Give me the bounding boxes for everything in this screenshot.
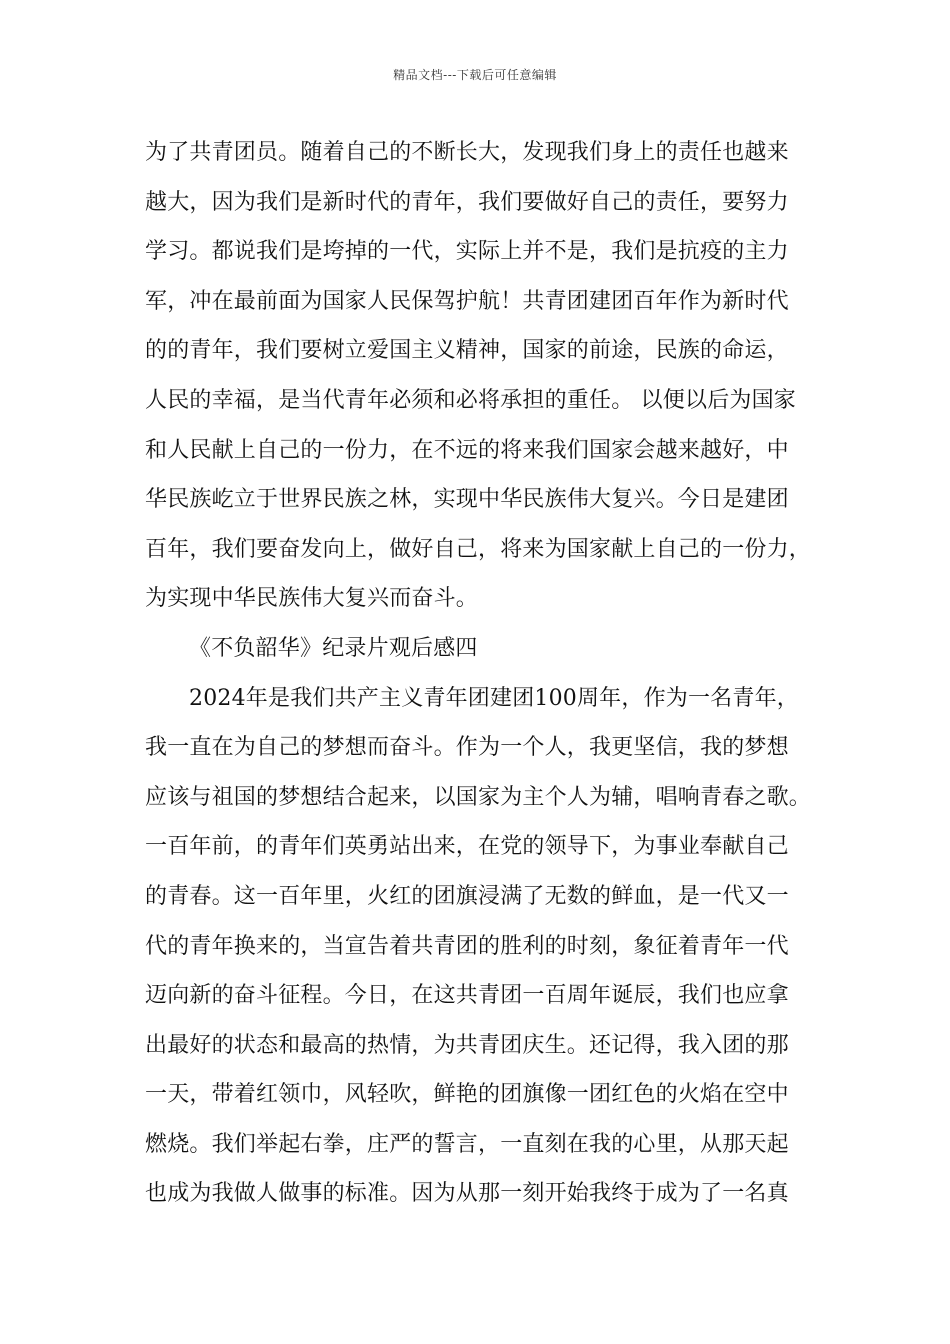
- text-line: 人民的幸福，是当代青年必须和必将承担的重任。 以便以后为国家: [145, 387, 796, 413]
- text-line: 迈向新的奋斗征程。今日，在这共青团一百周年诞辰，我们也应拿: [145, 983, 789, 1009]
- text-line: 的的青年，我们要树立爱国主义精神，国家的前途，民族的命运，: [145, 338, 789, 364]
- text-line: 一天，带着红领巾，风轻吹，鲜艳的团旗像一团红色的火焰在空中: [145, 1082, 789, 1108]
- text-line: 百年，我们要奋发向上，做好自己，将来为国家献上自己的一份力，: [145, 536, 812, 562]
- text-line: 我一直在为自己的梦想而奋斗。作为一个人，我更坚信，我的梦想: [145, 735, 789, 761]
- text-line: 也成为我做人做事的标准。因为从那一刻开始我终于成为了一名真: [145, 1181, 789, 1207]
- text-line: 的青春。这一百年里，火红的团旗浸满了无数的鲜血，是一代又一: [145, 883, 789, 909]
- text-line: 燃烧。我们举起右拳，庄严的誓言，一直刻在我的心里，从那天起: [145, 1131, 789, 1157]
- text-line: 出最好的状态和最高的热情，为共青团庆生。还记得，我入团的那: [145, 1032, 789, 1058]
- text-line: 为实现中华民族伟大复兴而奋斗。: [145, 586, 479, 612]
- text-line: 2024年是我们共产主义青年团建团100周年，作为一名青年，: [189, 685, 799, 711]
- text-line: 越大，因为我们是新时代的青年，我们要做好自己的责任，要努力: [145, 189, 789, 215]
- page-header: 精品文档---下载后可任意编辑: [393, 68, 557, 82]
- text-line: 军，冲在最前面为国家人民保驾护航！共青团建团百年作为新时代: [145, 288, 789, 314]
- text-line: 华民族屹立于世界民族之林，实现中华民族伟大复兴。今日是建团: [145, 487, 789, 513]
- text-line: 《不负韶华》纪录片观后感四: [189, 635, 478, 661]
- text-line: 应该与祖国的梦想结合起来，以国家为主个人为辅，唱响青春之歌。: [145, 784, 812, 810]
- text-line: 代的青年换来的，当宣告着共青团的胜利的时刻，象征着青年一代: [145, 933, 789, 959]
- text-line: 一百年前，的青年们英勇站出来，在党的领导下，为事业奉献自己: [145, 834, 789, 860]
- text-line: 为了共青团员。随着自己的不断长大，发现我们身上的责任也越来: [145, 140, 789, 165]
- text-line: 和人民献上自己的一份力，在不远的将来我们国家会越来越好，中: [145, 437, 789, 463]
- text-line: 学习。都说我们是垮掉的一代，实际上并不是，我们是抗疫的主力: [145, 239, 789, 265]
- document-body: [145, 128, 815, 1219]
